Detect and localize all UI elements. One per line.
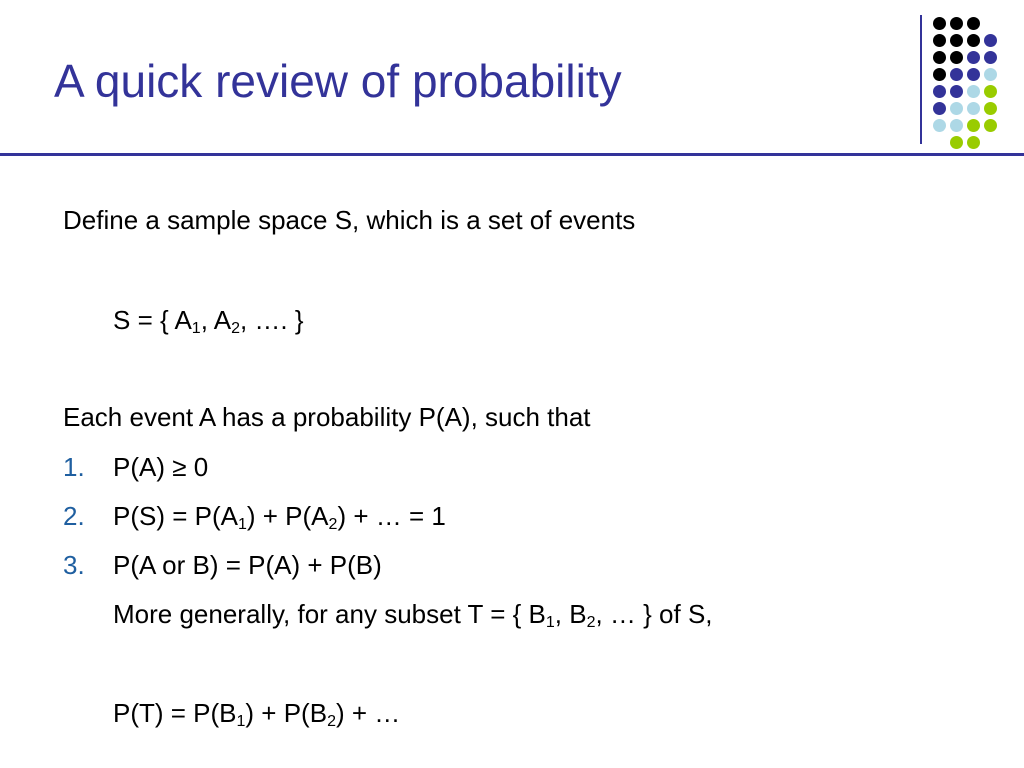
subscript: 2 xyxy=(327,713,336,730)
decorative-dot xyxy=(967,119,980,132)
decorative-dot xyxy=(950,51,963,64)
decorative-dot xyxy=(950,68,963,81)
decorative-dot xyxy=(950,34,963,47)
decorative-dot xyxy=(967,17,980,30)
decorative-dot xyxy=(950,119,963,132)
decorative-dot xyxy=(933,102,946,115)
list-number: 2. xyxy=(63,501,85,531)
decorative-dot xyxy=(950,136,963,149)
decorative-dot xyxy=(984,68,997,81)
decorative-dot xyxy=(967,34,980,47)
set-definition xyxy=(113,305,304,337)
axiom-part: ) + … = 1 xyxy=(337,501,446,531)
decorative-dot xyxy=(967,51,980,64)
subscript: 1 xyxy=(191,320,201,337)
decorative-dot xyxy=(933,68,946,81)
decorative-dot xyxy=(950,85,963,98)
subscript: 1 xyxy=(236,713,246,730)
axiom-additivity: P(A or B) = P(A) + P(B) xyxy=(113,550,382,580)
decorative-dot xyxy=(950,17,963,30)
decorative-dot xyxy=(933,85,946,98)
subscript: 2 xyxy=(328,516,338,533)
decorative-dot xyxy=(967,102,980,115)
statement-part: , … } of S, xyxy=(595,599,713,629)
formula-part: ) + … xyxy=(335,698,401,728)
axiom-nonnegativity: P(A) ≥ 0 xyxy=(113,452,209,482)
decorative-dot xyxy=(950,102,963,115)
formula-part: ) + P(B xyxy=(245,698,328,728)
decorative-dot xyxy=(933,119,946,132)
decorative-vertical-rule xyxy=(920,15,922,144)
decorative-dot xyxy=(933,51,946,64)
decorative-dot xyxy=(984,119,997,132)
decorative-dot xyxy=(967,68,980,81)
set-definition-part: , A xyxy=(200,305,232,335)
probability-intro: Each event A has a probability P(A), such that xyxy=(63,402,591,432)
subscript: 2 xyxy=(231,320,240,337)
decorative-dot xyxy=(984,102,997,115)
sample-space-intro: Define a sample space S, which is a set of events xyxy=(63,205,636,235)
formula-part: P(T) = P(B xyxy=(113,698,237,728)
list-number: 3. xyxy=(63,550,85,580)
decorative-dot xyxy=(933,17,946,30)
statement-part: More generally, for any subset T = { B xyxy=(113,599,546,629)
decorative-dot xyxy=(967,136,980,149)
subscript: 2 xyxy=(586,614,596,631)
slide-title: A quick review of probability xyxy=(54,55,622,107)
subset-probability-formula xyxy=(113,698,401,730)
decorative-dot xyxy=(984,85,997,98)
axiom-part: P(S) = P(A xyxy=(113,501,238,531)
decorative-dot xyxy=(984,51,997,64)
decorative-dot xyxy=(984,34,997,47)
axiom-part: ) + P(A xyxy=(246,501,329,531)
subscript: 1 xyxy=(237,516,247,533)
decorative-dot xyxy=(967,85,980,98)
decorative-dot xyxy=(933,34,946,47)
general-additivity-statement xyxy=(113,599,713,631)
set-definition-part: , …. } xyxy=(239,305,304,335)
title-divider xyxy=(0,153,1024,156)
subscript: 1 xyxy=(545,614,555,631)
list-number: 1. xyxy=(63,452,85,482)
statement-part: , B xyxy=(554,599,587,629)
axiom-normalization xyxy=(113,501,446,533)
set-definition-part: S = { A xyxy=(113,305,192,335)
